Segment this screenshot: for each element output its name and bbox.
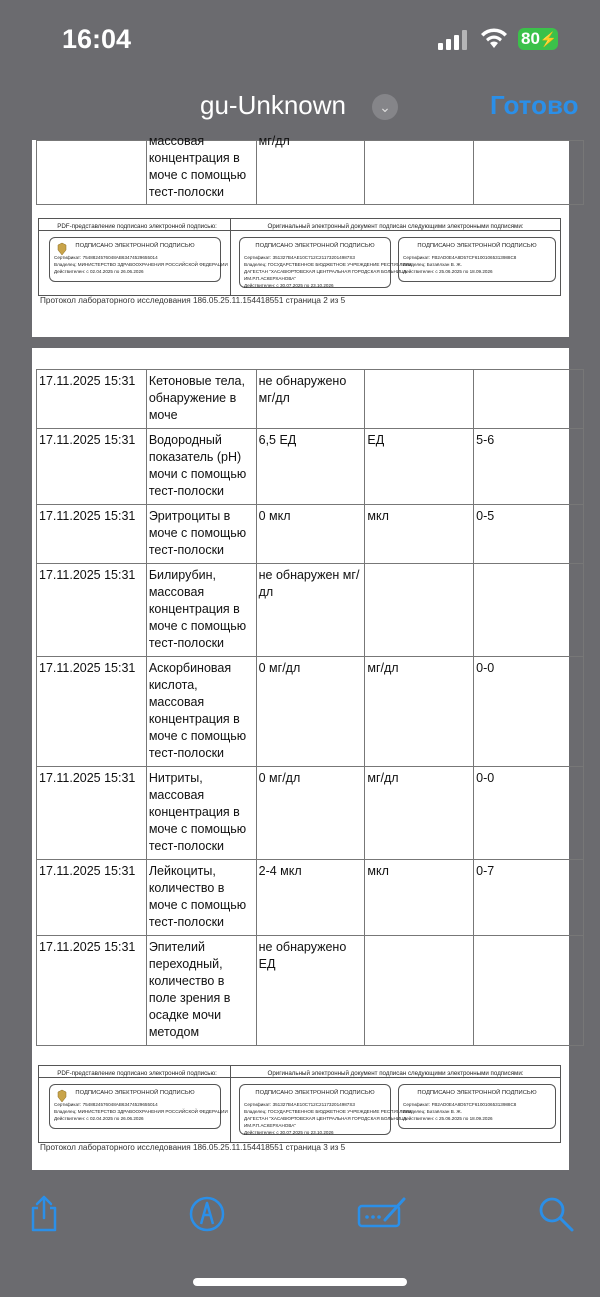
pdf-signed-label: PDF-представление подписано электронной подписью: [57,1070,217,1077]
cell-unit [365,370,474,429]
markup-icon[interactable] [187,1194,227,1234]
cell-date: 17.11.2025 15:31 [37,936,147,1046]
pdf-signed-label: PDF-представление подписано электронной подписью: [57,223,217,230]
stamp-line: Сертификат: 351327B4AE10C712C211732014987S3 [244,255,355,260]
signature-icon[interactable] [357,1194,409,1234]
original-signed-label: Оригинальный электронный документ подписан следующими электронными подписями: [267,1070,524,1077]
cell-result: 0 мкл [256,505,365,564]
cell-ref: 5-6 [474,429,584,505]
stamp-line: Действителен: с 25.06.2025 по 18.09.2026 [403,269,493,274]
cell-test: Аскорбиновая кислота, массовая концентрация в моче с помощью тест-полоски [146,657,256,767]
battery-level: 80 [521,29,540,48]
stamp-title: ПОДПИСАНО ЭЛЕКТРОННОЙ ПОДПИСЬЮ [255,243,375,249]
stamp-line: Сертификат: 351327B4AE10C712C211732014987S3 [244,1102,355,1107]
wifi-icon [479,26,509,50]
cell-ref: 0-0 [474,657,584,767]
cell-test: Эпителий переходный, количество в поле зрения в осадке мочи методом [146,936,256,1046]
stamp-line: Действителен: с 30.07.2025 по 23.10.2026 [244,1130,334,1135]
battery-indicator [518,28,558,50]
results-table [36,369,584,1046]
cell-result: 2-4 мкл [256,860,365,936]
table-row [37,429,584,505]
stamp-line: Сертификат: FB2AD0E4A8D57CF61001065313988C8 [403,255,517,260]
stamp-line: Действителен: с 25.06.2025 по 18.09.2026 [403,1116,493,1121]
cell-test: Билирубин, массовая концентрация в моче с помощью тест-полоски [146,564,256,657]
coat-of-arms-icon [56,1089,68,1103]
cell-result: 6,5 ЕД [256,429,365,505]
charging-icon: ⚡ [539,31,558,47]
pdf-page-3[interactable] [32,348,569,1170]
table-cell [256,134,365,205]
cell-ref [474,564,584,657]
table-cell [146,134,256,205]
stamp-line: ИМ.Р.П.АСКЕРХАНОВА" [244,1123,296,1128]
stamp-title: ПОДПИСАНО ЭЛЕКТРОННОЙ ПОДПИСЬЮ [417,1090,537,1096]
cell-unit: мг/дл [365,767,474,860]
cell-unit [365,564,474,657]
protocol-footer: Протокол лабораторного исследования 186.05.25.11.154418551 страница 2 из 5 [40,296,346,305]
stamp-title: ПОДПИСАНО ЭЛЕКТРОННОЙ ПОДПИСЬЮ [417,243,537,249]
stamp-line: Сертификат: 7548824576048AB63474529655014 [54,1102,158,1107]
cell-date: 17.11.2025 15:31 [37,767,147,860]
stamp-title: ПОДПИСАНО ЭЛЕКТРОННОЙ ПОДПИСЬЮ [75,1090,195,1096]
stamp-line: Владелец: Батаёлхан В. Ж. [403,1109,462,1114]
cell-result: не обнаружено мг/дл [256,370,365,429]
stamp-line: Владелец: Батаёлхан В. Ж. [403,262,462,267]
cell-unit: ЕД [365,429,474,505]
signature-stamp [239,237,412,288]
cellular-signal-icon [438,30,468,50]
table-row [37,860,584,936]
signature-stamp [49,237,228,282]
cell-date: 17.11.2025 15:31 [37,657,147,767]
protocol-footer: Протокол лабораторного исследования 186.05.25.11.154418551 страница 3 из 5 [40,1143,346,1152]
cell-test: Лейкоциты, количество в моче с помощью тест-полоски [146,860,256,936]
table-row [37,505,584,564]
cell-unit: мкл [365,505,474,564]
stamp-line: ДАГЕСТАН "ХАСАВЮРТОВСКАЯ ЦЕНТРАЛЬНАЯ ГОРОДСКАЯ БОЛЬНИЦА [244,269,407,274]
signature-stamp [239,1084,412,1135]
bottom-toolbar [0,1170,600,1297]
signature-block [38,218,561,296]
cell-date: 17.11.2025 15:31 [37,564,147,657]
pdf-page-2[interactable] [32,134,569,337]
table-row [37,141,584,205]
cell-unit: мкл [365,860,474,936]
stamp-line: ДАГЕСТАН "ХАСАВЮРТОВСКАЯ ЦЕНТРАЛЬНАЯ ГОРОДСКАЯ БОЛЬНИЦА [244,1116,407,1121]
table-row [37,370,584,429]
cell-result: не обнаружен мг/дл [256,564,365,657]
table-cell [365,141,474,205]
test-name: массовая концентрация в моче с помощью тест-полоски [148,134,247,199]
stamp-line: Владелец: МИНИСТЕРСТВО ЗДРАВООХРАНЕНИЯ РОССИЙСКОЙ ФЕДЕРАЦИИ [54,1109,228,1114]
stamp-line: Сертификат: 7548824576048AB63474529655014 [54,255,158,260]
cell-ref: 0-7 [474,860,584,936]
table-cell [37,141,147,205]
cell-result: не обнаружено ЕД [256,936,365,1046]
cell-date: 17.11.2025 15:31 [37,860,147,936]
coat-of-arms-icon [56,242,68,256]
result-value: мг/дл [258,134,290,148]
table-cell [474,141,584,205]
stamp-line: ИМ.Р.П.АСКЕРХАНОВА" [244,276,296,281]
table-row [37,564,584,657]
cell-date: 17.11.2025 15:31 [37,505,147,564]
original-signed-label: Оригинальный электронный документ подписан следующими электронными подписями: [267,223,524,230]
cell-test: Эритроциты в моче с помощью тест-полоски [146,505,256,564]
chevron-down-icon[interactable]: ⌄ [372,94,398,120]
signature-stamp [398,237,556,282]
cell-ref: 0-5 [474,505,584,564]
signature-stamp [398,1084,556,1129]
table-row [37,657,584,767]
cell-result: 0 мг/дл [256,657,365,767]
stamp-line: Владелец: ГОСУДАРСТВЕННОЕ БЮДЖЕТНОЕ УЧРЕЖДЕНИЕ РЕСПУБЛИКИ [244,1109,412,1114]
search-icon[interactable] [536,1194,576,1234]
cell-test: Нитриты, массовая концентрация в моче с помощью тест-полоски [146,767,256,860]
cell-ref [474,370,584,429]
cell-ref: 0-0 [474,767,584,860]
cell-date: 17.11.2025 15:31 [37,429,147,505]
stamp-line: Сертификат: FB2AD0E4A8D57CF61001065313988C8 [403,1102,517,1107]
status-time: 16:04 [62,24,132,54]
top-bar [0,0,600,140]
share-icon[interactable] [24,1194,64,1234]
signature-block [38,1065,561,1143]
document-title[interactable]: gu-Unknown [200,90,346,120]
done-button[interactable]: Готово [490,90,579,120]
stamp-line: Действителен: с 30.07.2025 по 23.10.2026 [244,283,334,288]
results-table-continued [36,134,584,205]
signature-stamp [49,1084,228,1129]
cell-result: 0 мг/дл [256,767,365,860]
stamp-line: Владелец: ГОСУДАРСТВЕННОЕ БЮДЖЕТНОЕ УЧРЕЖДЕНИЕ РЕСПУБЛИКИ [244,262,412,267]
stamp-title: ПОДПИСАНО ЭЛЕКТРОННОЙ ПОДПИСЬЮ [255,1090,375,1096]
cell-date: 17.11.2025 15:31 [37,370,147,429]
cell-test: Кетоновые тела, обнаружение в моче [146,370,256,429]
stamp-title: ПОДПИСАНО ЭЛЕКТРОННОЙ ПОДПИСЬЮ [75,243,195,249]
divider [39,230,560,231]
stamp-line: Владелец: МИНИСТЕРСТВО ЗДРАВООХРАНЕНИЯ РОССИЙСКОЙ ФЕДЕРАЦИИ [54,262,228,267]
cell-ref [474,936,584,1046]
cell-unit: мг/дл [365,657,474,767]
divider [39,1077,560,1078]
table-row [37,767,584,860]
table-row [37,936,584,1046]
home-indicator[interactable] [193,1278,407,1286]
cell-test: Водородный показатель (pH) мочи с помощью тест-полоски [146,429,256,505]
cell-unit [365,936,474,1046]
stamp-line: Действителен: с 02.04.2025 по 26.06.2026 [54,269,144,274]
stamp-line: Действителен: с 02.04.2025 по 26.06.2026 [54,1116,144,1121]
